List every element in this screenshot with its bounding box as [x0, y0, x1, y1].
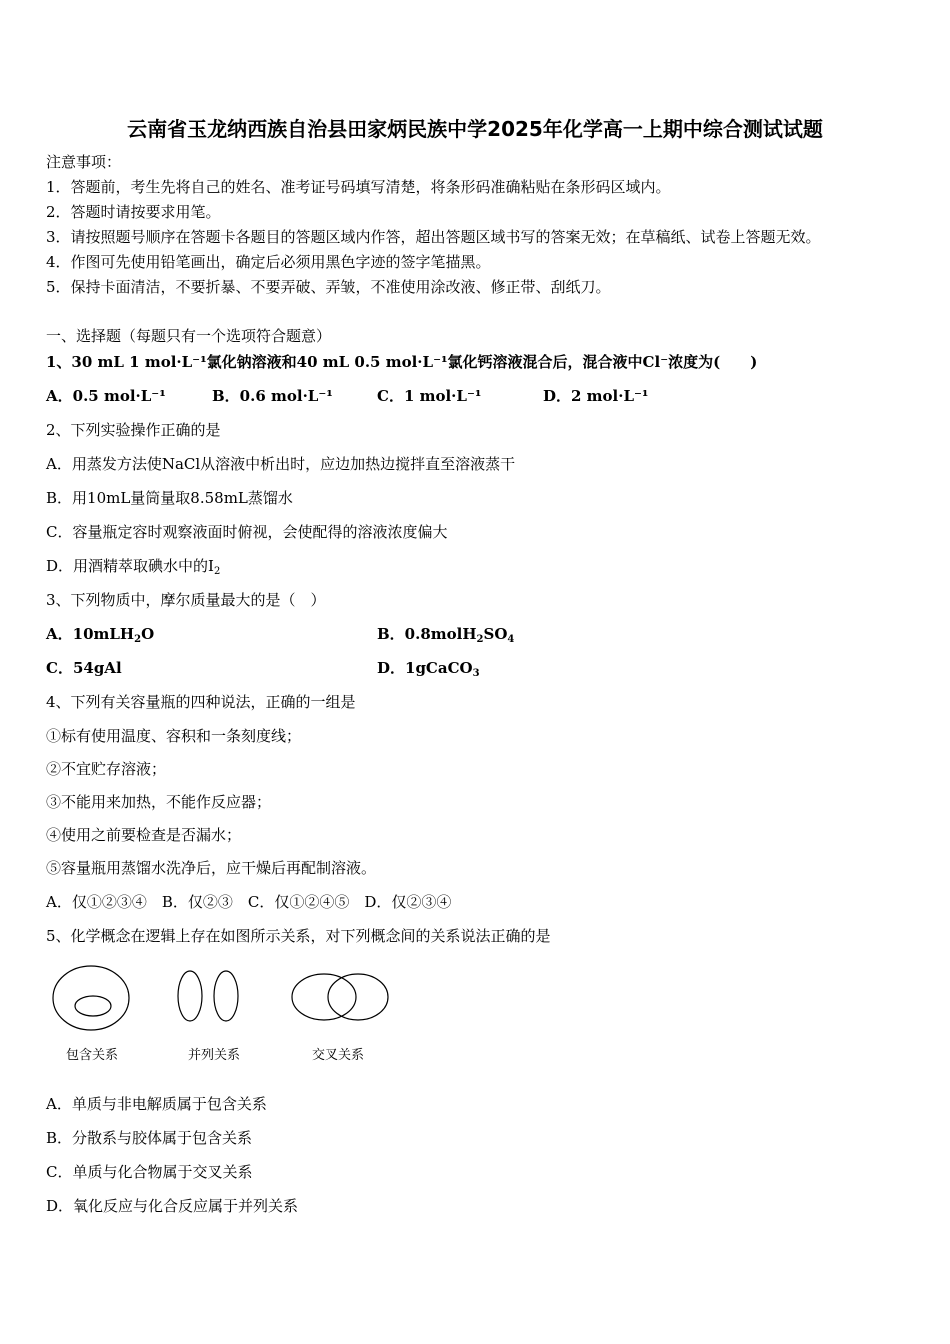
q3-option-a: [46, 624, 154, 650]
intersection-relation-figure: [292, 974, 388, 1020]
q4-statement: ①标有使用温度、容积和一条刻度线；: [46, 727, 302, 745]
q4-options: A．仅①②③④ B．仅②③ C．仅①②④⑤ D．仅②③④: [46, 893, 452, 911]
q4-statement: ③不能用来加热，不能作反应器；: [46, 793, 272, 811]
q4-statement: ④使用之前要检查是否漏水；: [46, 826, 242, 844]
question-1-stem: 1、30 mL 1 mol·L⁻¹氯化钠溶液和40 mL 0.5 mol·L⁻¹氯化钙溶液混合后，混合液中Cl⁻浓度为( ): [46, 353, 758, 371]
diagram-label-inclusion: 包含关系: [66, 1048, 119, 1063]
q5-option-d: D．氧化反应与化合反应属于并列关系: [46, 1197, 299, 1215]
subscript: 4: [507, 634, 515, 645]
q3-option-b-text: B．0.8molH: [377, 625, 477, 643]
page-title: 云南省玉龙纳西族自治县田家炳民族中学2025年化学高一上期中综合测试试题: [127, 117, 823, 141]
q3-option-d: [377, 658, 480, 684]
concept-relation-diagram: [46, 960, 406, 1070]
subscript: 2: [134, 634, 142, 645]
inclusion-relation-figure: [53, 966, 129, 1030]
notice-item: 1．答题前，考生先将自己的姓名、准考证号码填写清楚，将条形码准确粘贴在条形码区域内。: [46, 178, 671, 196]
notice-heading: 注意事项：: [46, 153, 122, 171]
section-heading: 一、选择题（每题只有一个选项符合题意）: [46, 327, 332, 345]
question-3-stem: 3、下列物质中，摩尔质量最大的是（ ）: [46, 591, 326, 609]
subscript: 2: [213, 566, 221, 577]
q3-option-d-text: D．1gCaCO: [377, 659, 473, 677]
q1-option-c: C．1 mol·L⁻¹: [377, 387, 482, 405]
q5-option-a: A．单质与非电解质属于包含关系: [46, 1095, 267, 1113]
diagram-label-parallel: 并列关系: [188, 1048, 241, 1063]
question-5-stem: 5、化学概念在逻辑上存在如图所示关系，对下列概念间的关系说法正确的是: [46, 927, 551, 945]
notice-item: 3．请按照题号顺序在答题卡各题目的答题区域内作答，超出答题区域书写的答案无效；在草稿纸、试卷上答题无效。: [46, 228, 821, 246]
q3-option-c: C．54gAl: [46, 659, 122, 677]
q4-statement: ②不宜贮存溶液；: [46, 760, 167, 778]
q4-statement: ⑤容量瓶用蒸馏水洗净后，应干燥后再配制溶液。: [46, 859, 377, 877]
q3-option-a-text: A．10mLH: [46, 625, 135, 643]
q3-option-a-text: O: [141, 625, 155, 643]
q3-option-b: [377, 624, 514, 650]
subscript: 3: [472, 668, 480, 679]
q1-option-d: D．2 mol·L⁻¹: [543, 387, 649, 405]
question-4-stem: 4、下列有关容量瓶的四种说法，正确的一组是: [46, 693, 356, 711]
q2-option-d: [46, 556, 220, 582]
q2-option-a: A．用蒸发方法使NaCl从溶液中析出时，应边加热边搅拌直至溶液蒸干: [46, 455, 516, 473]
subscript: 2: [476, 634, 484, 645]
q1-option-b: B．0.6 mol·L⁻¹: [212, 387, 333, 405]
q5-option-b: B．分散系与胶体属于包含关系: [46, 1129, 253, 1147]
q1-option-a: A．0.5 mol·L⁻¹: [46, 387, 166, 405]
parallel-relation-figure: [178, 971, 238, 1021]
q2-option-d-text: D．用酒精萃取碘水中的I: [46, 557, 214, 575]
notice-item: 4．作图可先使用铅笔画出，确定后必须用黑色字迹的签字笔描黑。: [46, 253, 491, 271]
q3-option-b-text: SO: [483, 625, 508, 643]
notice-item: 2．答题时请按要求用笔。: [46, 203, 221, 221]
q2-option-b: B．用10mL量筒量取8.58mL蒸馏水: [46, 489, 293, 507]
q2-option-c: C．容量瓶定容时观察液面时俯视，会使配得的溶液浓度偏大: [46, 523, 448, 541]
notice-item: 5．保持卡面清洁，不要折暴、不要弄破、弄皱，不准使用涂改液、修正带、刮纸刀。: [46, 278, 611, 296]
question-2-stem: 2、下列实验操作正确的是: [46, 421, 221, 439]
diagram-label-intersection: 交叉关系: [312, 1048, 365, 1063]
q5-option-c: C．单质与化合物属于交叉关系: [46, 1163, 253, 1181]
